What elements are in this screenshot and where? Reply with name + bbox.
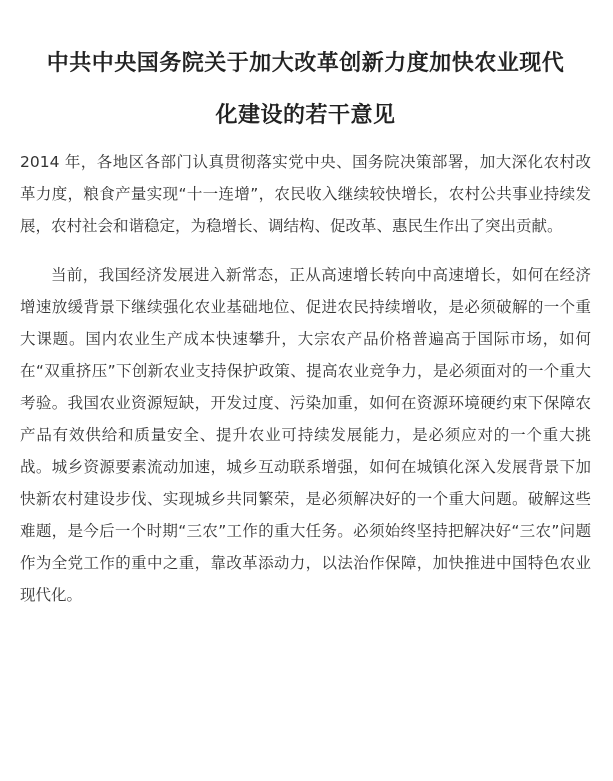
paragraph-1: 2014 年，各地区各部门认真贯彻落实党中央、国务院决策部署，加大深化农村改革力度，粮食产量实现“十一连增”，农民收入继续较快增长，农村公共事业持续发展，农村社会和谐稳定，为稳增长、调结构、促改革、惠民生作出了突出贡献。 [20, 153, 591, 235]
document-title [20, 0, 591, 142]
title-line-2: 化建设的若干意见 [215, 103, 396, 128]
paragraph-2: 当前，我国经济发展进入新常态，正从高速增长转向中高速增长，如何在经济增速放缓背景下继续强化农业基础地位、促进农民持续增收，是必须破解的一个重大课题。国内农业生产成本快速攀升，大宗农产品价格普遍高于国际市场，如何在“双重挤压”下创新农业支持保护政策、提高农业竞争力，是必须面对的一个重大考验。我国农业资源短缺，开发过度、污染加重，如何在资源环境硬约束下保障农产品有效供给和质量安全、提升农业可持续发展能力，是必须应对的一个重大挑战。城乡资源要素流动加速，城乡互动联系增强，如何在城镇化深入发展背景下加快新农村建设步伐、实现城乡共同繁荣，是必须解决好的一个重大问题。破解这些难题，是今后一个时期“三农”工作的重大任务。必须始终坚持把解决好“三农”问题作为全党工作的重中之重，靠改革添动力，以法治作保障，加快推进中国特色农业现代化。 [20, 266, 591, 604]
title-line-1: 中共中央国务院关于加大改革创新力度加快农业现代 [46, 51, 565, 76]
